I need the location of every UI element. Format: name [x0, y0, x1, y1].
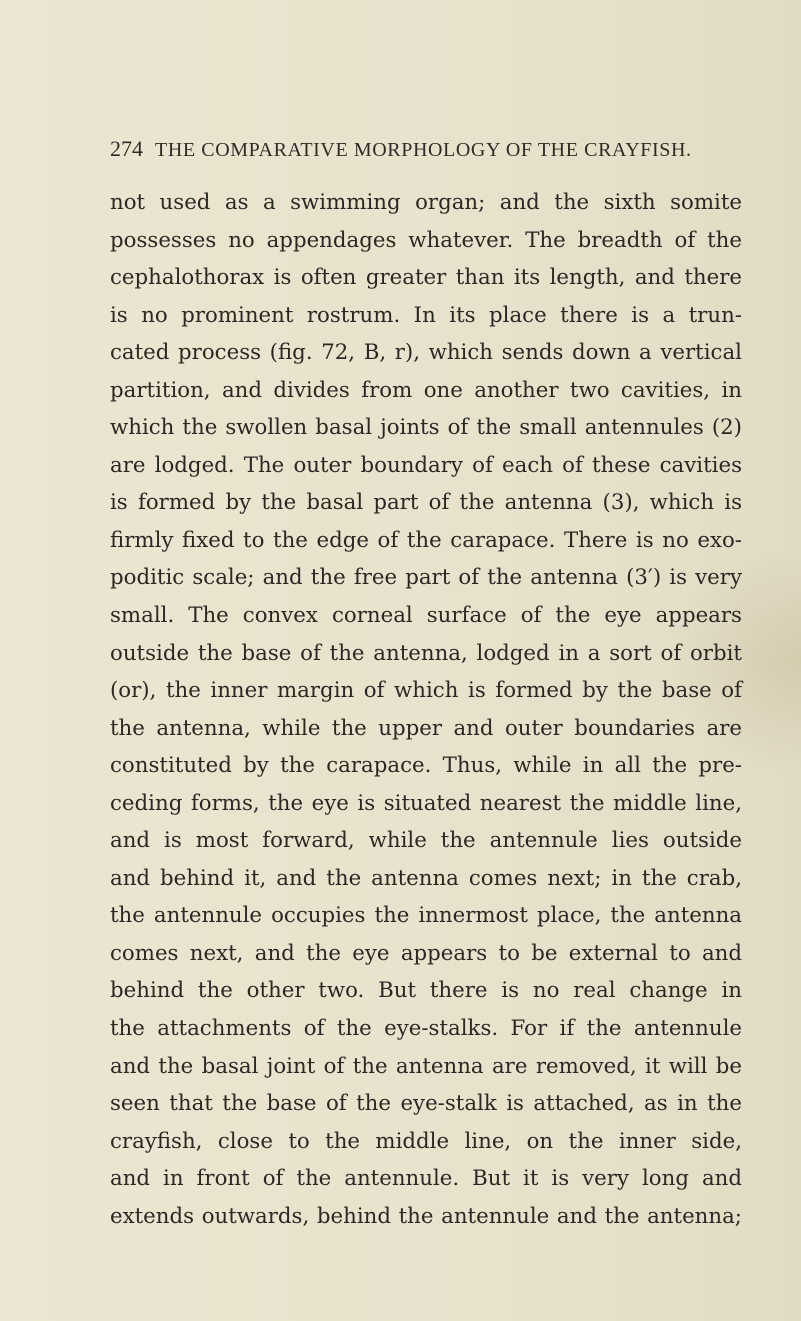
body-text — [110, 184, 742, 1235]
text-line: is no prominent rostrum. In its place there is a trun- — [110, 302, 742, 328]
text-line: crayfish, close to the middle line, on the inner side, — [110, 1128, 742, 1154]
running-head — [110, 136, 750, 162]
text-line: partition, and divides from one another two cavities, in — [110, 377, 742, 403]
text-line: and behind it, and the antenna comes next; in the crab, — [110, 865, 742, 891]
text-line: and in front of the antennule. But it is very long and — [110, 1166, 742, 1192]
text-line: and the basal joint of the antenna are removed, it will be — [110, 1053, 742, 1079]
text-line: poditic scale; and the free part of the antenna (3′) is very — [110, 565, 742, 591]
text-line: comes next, and the eye appears to be external to and — [110, 940, 742, 966]
running-title: THE COMPARATIVE MORPHOLOGY OF THE CRAYFISH. — [155, 139, 692, 161]
text-line: seen that the base of the eye-stalk is attached, as in the — [110, 1091, 742, 1117]
text-line: the attachments of the eye-stalks. For if the antennule — [110, 1016, 742, 1042]
text-line: cated process (fig. 72, B, r), which sends down a vertical — [110, 340, 742, 366]
text-line: (or), the inner margin of which is formed by the base of — [110, 678, 742, 704]
text-line: constituted by the carapace. Thus, while in all the pre- — [110, 753, 742, 779]
text-line: possesses no appendages whatever. The breadth of the — [110, 227, 742, 253]
text-line: the antenna, while the upper and outer boundaries are — [110, 715, 742, 741]
text-line: not used as a swimming organ; and the sixth somite — [110, 190, 742, 215]
text-line: are lodged. The outer boundary of each of these cavities — [110, 452, 742, 478]
text-line: ceding forms, the eye is situated nearest the middle line, — [110, 790, 742, 816]
text-line: behind the other two. But there is no real change in — [110, 978, 742, 1004]
page-number: 274 — [110, 136, 143, 161]
text-line: cephalothorax is often greater than its length, and there — [110, 265, 742, 291]
text-line: is formed by the basal part of the antenna (3), which is — [110, 490, 742, 516]
text-line: and is most forward, while the antennule lies outside — [110, 828, 742, 854]
text-line: extends outwards, behind the antennule and the antenna; — [110, 1203, 742, 1229]
text-line: which the swollen basal joints of the small antennules (2) — [110, 415, 742, 441]
text-line: small. The convex corneal surface of the eye appears — [110, 603, 742, 629]
text-line: outside the base of the antenna, lodged in a sort of orbit — [110, 640, 742, 666]
text-line: the antennule occupies the innermost place, the antenna — [110, 903, 742, 929]
text-line: firmly fixed to the edge of the carapace. There is no exo- — [110, 527, 742, 553]
